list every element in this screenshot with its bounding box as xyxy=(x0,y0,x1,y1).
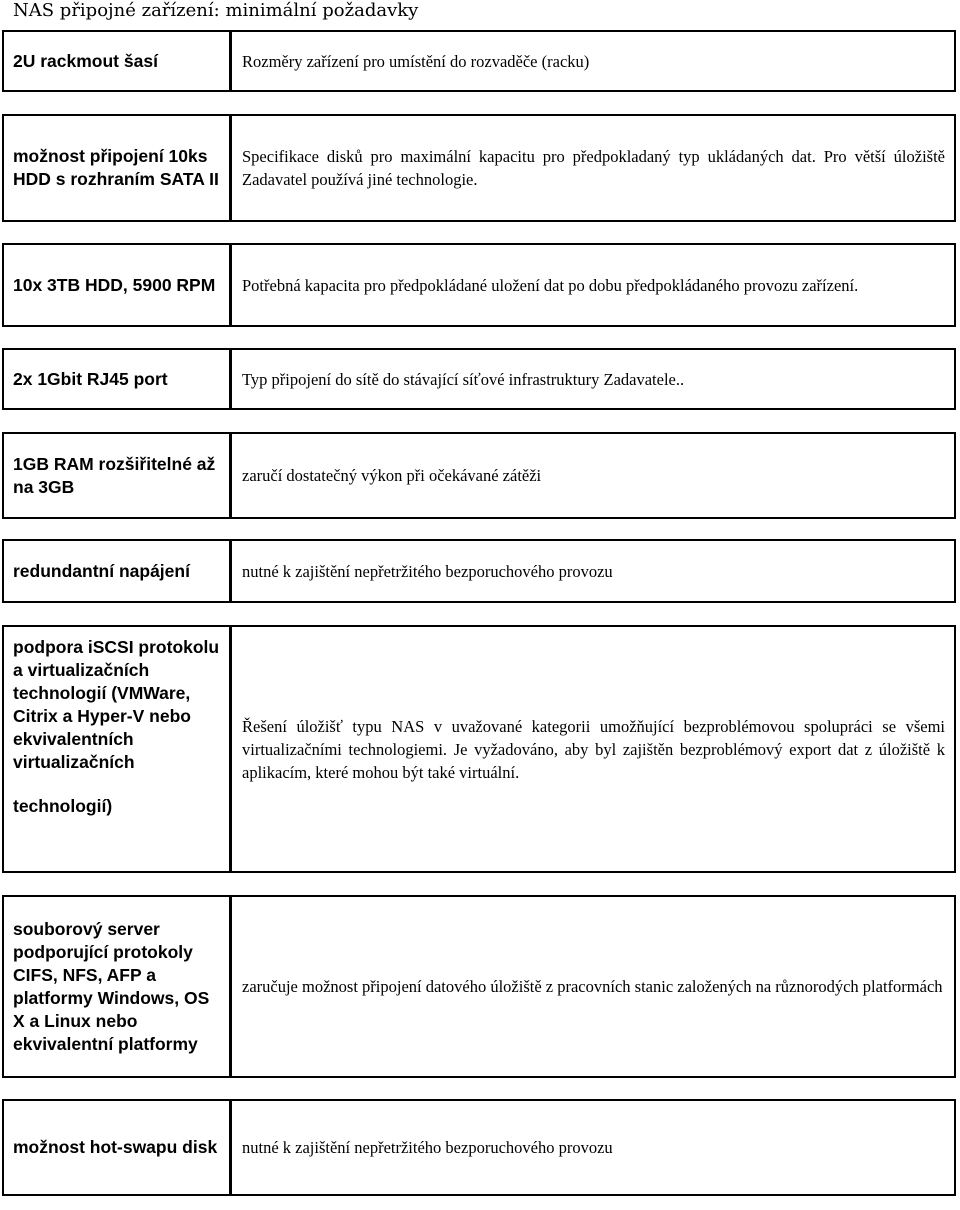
requirement-cell: možnost hot-swapu disk xyxy=(4,1101,232,1194)
requirement-cell: souborový server podporující protokoly CIFS, NFS, AFP a platformy Windows, OS X a Linux nebo ekvivalentní platformy xyxy=(4,897,232,1076)
requirement-cell: redundantní napájení xyxy=(4,541,232,601)
requirement-text-tail: technologií) xyxy=(13,796,113,816)
table-row xyxy=(2,1099,956,1196)
description-cell: Typ připojení do sítě do stávající síťové infrastruktury Zadavatele.. xyxy=(242,369,685,389)
table-row xyxy=(2,114,956,222)
description-cell: nutné k zajištění nepřetržitého bezporuchového provozu xyxy=(242,561,613,581)
page-title: NAS připojné zařízení: minimální požadavky xyxy=(13,0,419,21)
description-cell: zaručuje možnost připojení datového úložiště z pracovních stanic založených na různorodých platformách xyxy=(242,977,943,996)
table-row xyxy=(2,30,956,92)
description-cell: Rozměry zařízení pro umístění do rozvaděče (racku) xyxy=(242,51,590,71)
requirement-cell: 2U rackmout šasí xyxy=(4,32,232,90)
table-row xyxy=(2,625,956,873)
requirement-cell: 1GB RAM rozšiřitelné až na 3GB xyxy=(4,434,232,517)
requirement-text: podpora iSCSI protokolu a virtualizačních technologií (VMWare, Citrix a Hyper-V nebo ekvivalentních virtualizačních xyxy=(13,637,220,772)
spacer xyxy=(13,774,225,795)
description-cell: Potřebná kapacita pro předpokládané uložení dat po dobu předpokládaného provozu zařízení. xyxy=(242,275,859,295)
table-row xyxy=(2,348,956,410)
table-row xyxy=(2,432,956,519)
table-row xyxy=(2,243,956,327)
description-cell: Specifikace disků pro maximální kapacitu pro předpokladaný typ ukládaných dat. Pro větší úložiště Zadavatel používá jiné technologie. xyxy=(242,147,945,189)
table-row xyxy=(2,895,956,1078)
table-row xyxy=(2,539,956,603)
description-cell: Řešení úložišť typu NAS v uvažované kategorii umožňující bezproblémovou spolupráci se všemi virtualizačními technologiemi. Je vyžadováno, aby byl zajištěn bezproblémový export dat z úložiště k aplikacím, které mohou být také virtuální. xyxy=(242,716,945,782)
requirement-cell xyxy=(4,627,232,871)
requirement-cell: 10x 3TB HDD, 5900 RPM xyxy=(4,245,232,325)
requirement-cell: možnost připojení 10ks HDD s rozhraním SATA II xyxy=(4,116,232,220)
requirement-cell: 2x 1Gbit RJ45 port xyxy=(4,350,232,408)
description-cell: zaručí dostatečný výkon při očekávané zátěži xyxy=(242,466,542,485)
description-cell: nutné k zajištění nepřetržitého bezporuchového provozu xyxy=(242,1138,613,1157)
